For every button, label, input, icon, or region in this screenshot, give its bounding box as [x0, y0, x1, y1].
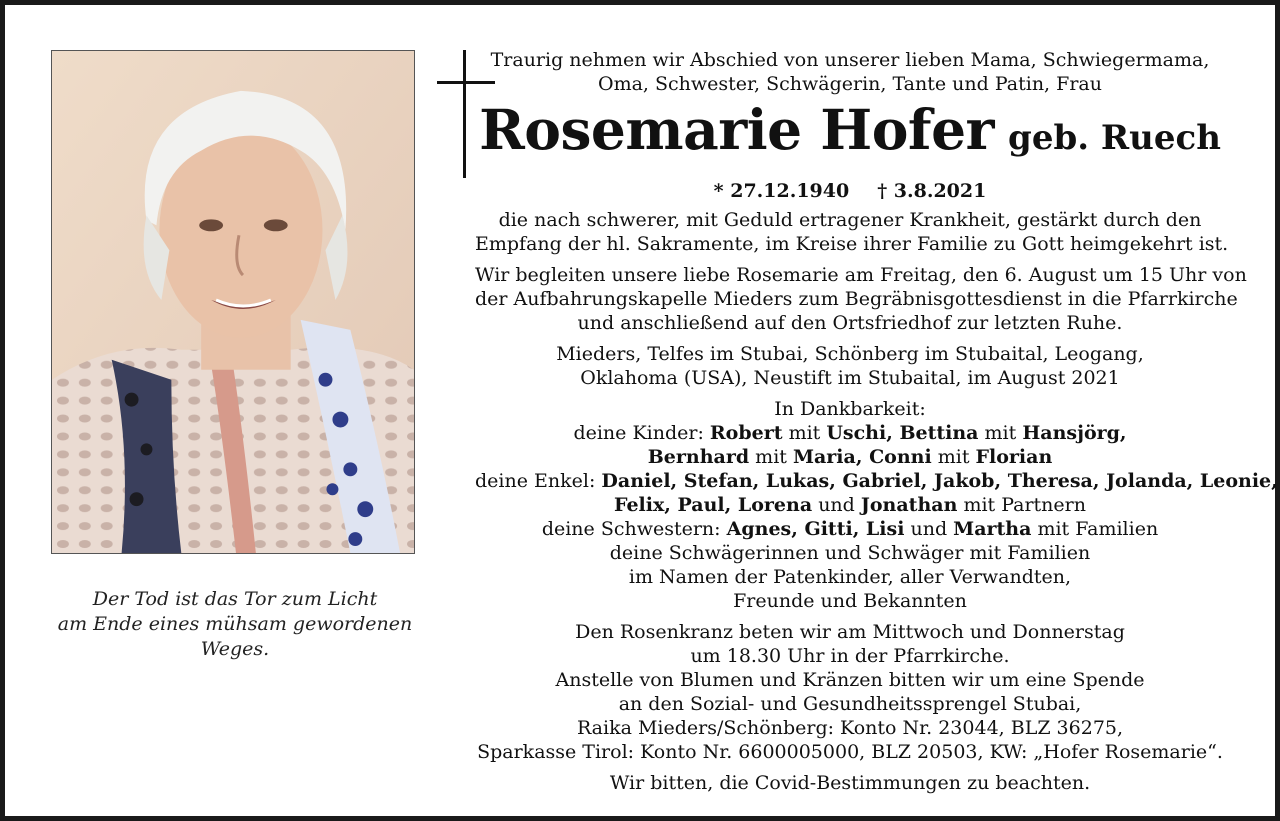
family-line: im Namen der Patenkinder, aller Verwandten, — [628, 566, 1072, 588]
sisters-line: deine Schwestern: Agnes, Gitti, Lisi und Martha mit Familien — [541, 518, 1159, 540]
donation-line: an den Sozial- und Gesundheitssprengel Stubai, — [618, 693, 1082, 715]
covid-notice — [475, 771, 1225, 795]
places-text — [475, 342, 1225, 390]
rosary-line: um 18.30 Uhr in der Pfarrkirche. — [690, 645, 1010, 667]
birth-name: geb. Ruech — [1008, 118, 1221, 158]
deceased-name — [475, 97, 1225, 173]
quote-line: Der Tod ist das Tor zum Licht — [92, 588, 378, 610]
grandchildren-line: deine Enkel: Daniel, Stefan, Lukas, Gabriel, Jakob, Theresa, Jolanda, Leonie, — [475, 470, 1278, 492]
gratitude-heading: In Dankbarkeit: — [774, 398, 926, 420]
passing-text — [475, 208, 1229, 256]
passing-line: Empfang der hl. Sakramente, im Kreise ihrer Familie zu Gott heimgekehrt ist. — [475, 233, 1229, 255]
portrait-photo — [51, 50, 415, 554]
family-list — [475, 397, 1278, 613]
funeral-line: Wir begleiten unsere liebe Rosemarie am Freitag, den 6. August um 15 Uhr von — [475, 264, 1247, 286]
rosary-line: Den Rosenkranz beten wir am Mittwoch und Donnerstag — [575, 621, 1125, 643]
quote-line: Weges. — [200, 638, 270, 660]
family-line: deine Schwägerinnen und Schwäger mit Familien — [609, 542, 1091, 564]
covid-line: Wir bitten, die Covid-Bestimmungen zu beachten. — [609, 772, 1091, 794]
full-name: Rosemarie Hofer — [479, 97, 995, 162]
portrait-image — [52, 51, 414, 553]
passing-line: die nach schwerer, mit Geduld ertragener Krankheit, gestärkt durch den — [498, 209, 1202, 231]
obituary-text — [475, 48, 1278, 795]
donation-line: Sparkasse Tirol: Konto Nr. 6600005000, BLZ 20503, KW: „Hofer Rosemarie“. — [477, 741, 1223, 763]
quote — [35, 587, 435, 662]
intro-line: Oma, Schwester, Schwägerin, Tante und Patin, Frau — [598, 73, 1102, 95]
places-line: Mieders, Telfes im Stubai, Schönberg im Stubaital, Leogang, — [556, 343, 1144, 365]
funeral-line: und anschließend auf den Ortsfriedhof zur letzten Ruhe. — [577, 312, 1123, 334]
intro-line: Traurig nehmen wir Abschied von unserer lieben Mama, Schwiegermama, — [490, 49, 1210, 71]
life-dates — [475, 179, 1225, 203]
grandchildren-line: Felix, Paul, Lorena und Jonathan mit Partnern — [614, 494, 1086, 516]
children-line: Bernhard mit Maria, Conni mit Florian — [647, 446, 1053, 468]
donation-line: Anstelle von Blumen und Kränzen bitten wir um eine Spende — [555, 669, 1145, 691]
funeral-line: der Aufbahrungskapelle Mieders zum Begräbnisgottesdienst in die Pfarrkirche — [475, 288, 1238, 310]
birth-date: * 27.12.1940 — [713, 180, 850, 202]
places-line: Oklahoma (USA), Neustift im Stubaital, im August 2021 — [580, 367, 1120, 389]
funeral-text — [475, 263, 1247, 335]
intro — [475, 48, 1225, 96]
donation-line: Raika Mieders/Schönberg: Konto Nr. 23044, BLZ 36275, — [576, 717, 1124, 739]
quote-line: am Ende eines mühsam gewordenen — [57, 613, 413, 635]
family-line: Freunde und Bekannten — [733, 590, 967, 612]
rosary-donation-text — [475, 620, 1225, 764]
death-date: † 3.8.2021 — [877, 180, 987, 202]
children-line: deine Kinder: Robert mit Uschi, Bettina mit Hansjörg, — [573, 422, 1127, 444]
